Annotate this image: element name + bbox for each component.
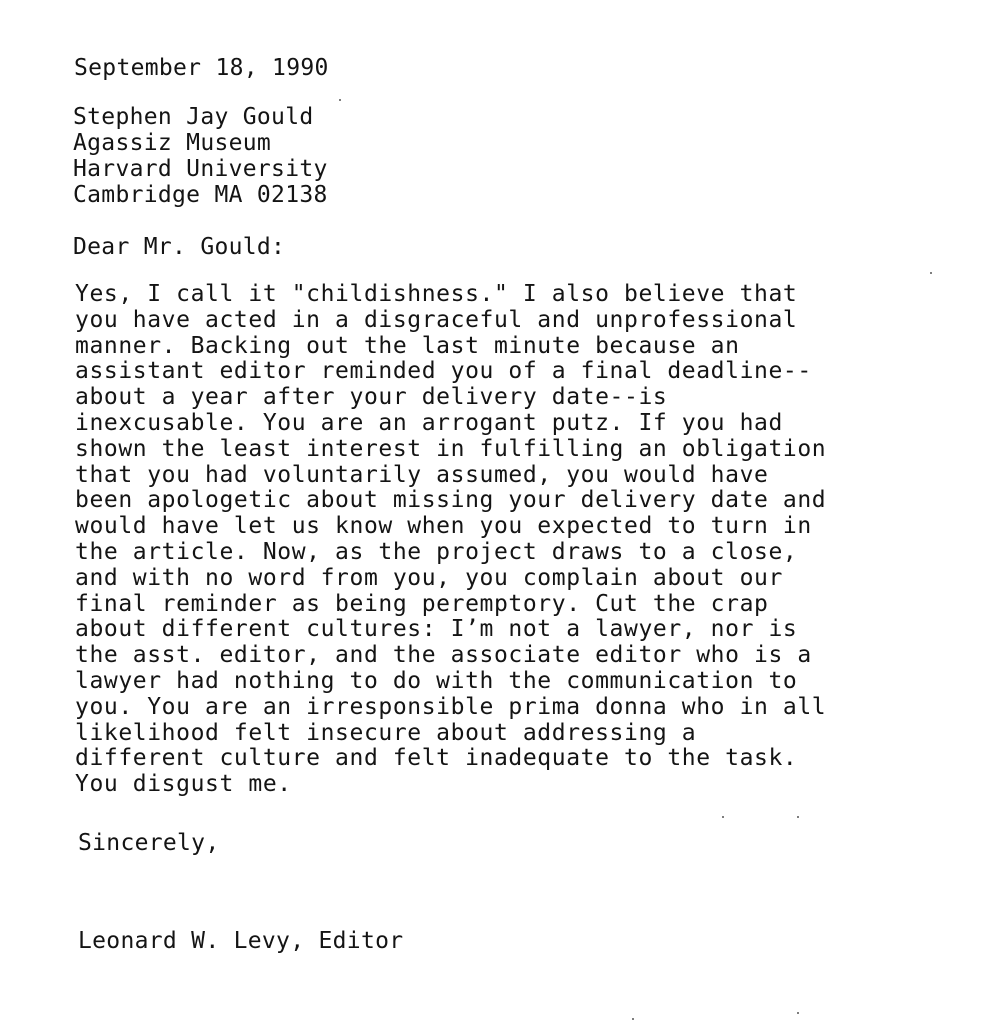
- body-line: lawyer had nothing to do with the communication to: [75, 667, 798, 694]
- body-line: about different cultures: I’m not a lawyer, nor is: [75, 616, 798, 643]
- closing: Sincerely,: [78, 830, 220, 856]
- body-line: different culture and felt inadequate to the task.: [75, 745, 798, 772]
- letter-body: [75, 282, 826, 798]
- scan-speck: [339, 99, 341, 101]
- scan-speck: [632, 1018, 634, 1020]
- body-line: about a year after your delivery date--is: [75, 384, 668, 411]
- body-line: likelihood felt insecure about addressing a: [75, 719, 697, 746]
- body-line: you have acted in a disgraceful and unprofessional: [75, 306, 798, 333]
- recipient-city-line: Cambridge MA 02138: [73, 182, 328, 208]
- signature: Leonard W. Levy, Editor: [78, 928, 404, 954]
- body-line: been apologetic about missing your delivery date and: [75, 487, 827, 514]
- body-line: the article. Now, as the project draws to a close,: [75, 538, 798, 565]
- body-line: inexcusable. You are an arrogant putz. If you had: [75, 409, 783, 436]
- recipient-org: Agassiz Museum: [73, 130, 272, 156]
- body-line: would have let us know when you expected to turn in: [75, 513, 812, 540]
- body-line: assistant editor reminded you of a final deadline--: [75, 358, 812, 385]
- body-line: final reminder as being peremptory. Cut the crap: [75, 590, 769, 617]
- body-line: you. You are an irresponsible prima donna who in all: [75, 693, 827, 720]
- scan-speck: [797, 1012, 799, 1014]
- scan-speck: [797, 816, 799, 818]
- body-line: shown the least interest in fulfilling an obligation: [75, 435, 827, 462]
- recipient-institution: Harvard University: [73, 156, 328, 182]
- body-line: manner. Backing out the last minute because an: [75, 332, 740, 359]
- scan-speck: [722, 816, 724, 818]
- body-line: You disgust me.: [75, 771, 292, 798]
- salutation: Dear Mr. Gould:: [73, 234, 286, 260]
- body-line: and with no word from you, you complain about our: [75, 564, 783, 591]
- body-line: the asst. editor, and the associate editor who is a: [75, 642, 812, 669]
- recipient-name: Stephen Jay Gould: [73, 104, 314, 130]
- scan-speck: [930, 272, 932, 274]
- body-line: that you had voluntarily assumed, you would have: [75, 461, 769, 488]
- body-line: Yes, I call it "childishness." I also believe that: [75, 281, 798, 307]
- letter-date: September 18, 1990: [74, 55, 329, 81]
